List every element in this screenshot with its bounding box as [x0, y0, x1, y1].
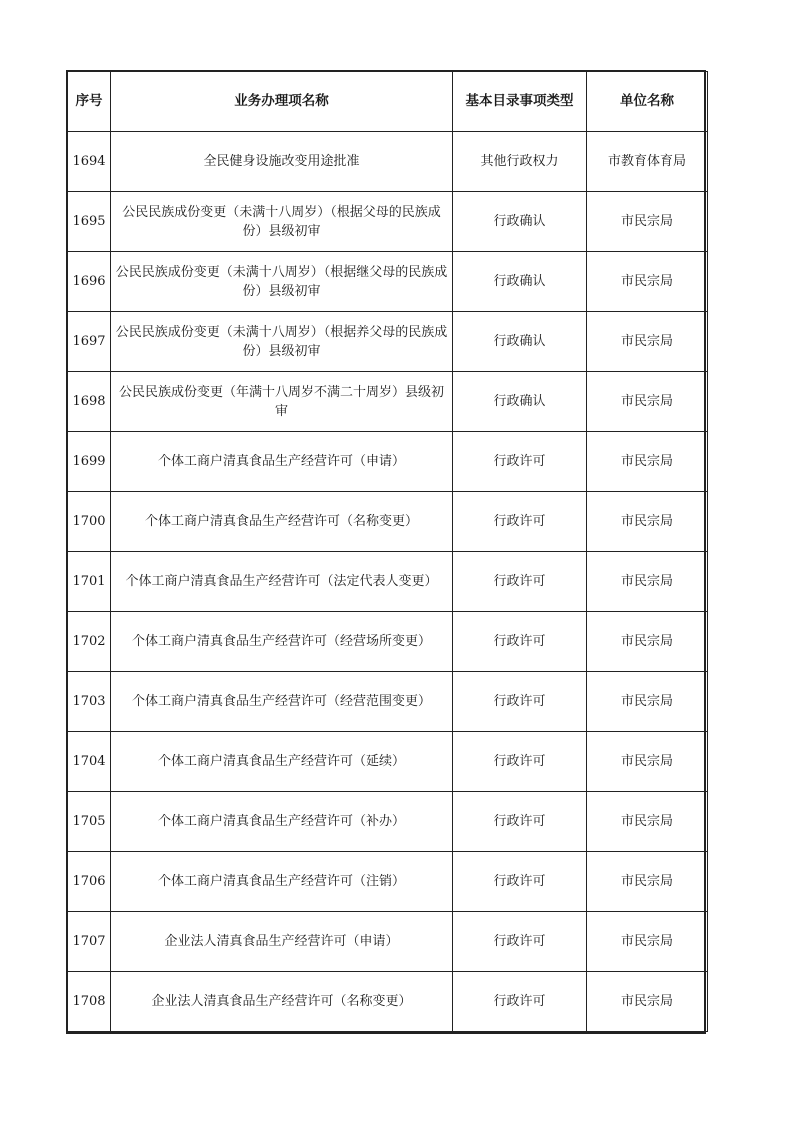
- row-item-name: 个体工商户清真食品生产经营许可（法定代表人变更）: [111, 552, 453, 612]
- row-item-name: 个体工商户清真食品生产经营许可（经营场所变更）: [111, 612, 453, 672]
- row-serial-number: 1700: [68, 492, 111, 552]
- table-row: [68, 612, 708, 672]
- row-item-name: 个体工商户清真食品生产经营许可（经营范围变更）: [111, 672, 453, 732]
- row-item-name: 个体工商户清真食品生产经营许可（延续）: [111, 732, 453, 792]
- table-row: [68, 792, 708, 852]
- row-item-type: 行政确认: [453, 252, 587, 312]
- row-item-name: 全民健身设施改变用途批准: [111, 132, 453, 192]
- row-serial-number: 1707: [68, 912, 111, 972]
- table-row: [68, 372, 708, 432]
- header-unit-name: 单位名称: [587, 72, 708, 132]
- row-serial-number: 1698: [68, 372, 111, 432]
- row-serial-number: 1699: [68, 432, 111, 492]
- row-item-type: 行政许可: [453, 912, 587, 972]
- row-unit-name: 市民宗局: [587, 552, 708, 612]
- row-item-type: 行政许可: [453, 852, 587, 912]
- row-item-name: 公民民族成份变更（未满十八周岁）（根据继父母的民族成份）县级初审: [111, 252, 453, 312]
- row-unit-name: 市民宗局: [587, 732, 708, 792]
- table-row: [68, 132, 708, 192]
- row-unit-name: 市民宗局: [587, 252, 708, 312]
- row-item-name: 公民民族成份变更（未满十八周岁）（根据父母的民族成份）县级初审: [111, 192, 453, 252]
- row-unit-name: 市民宗局: [587, 612, 708, 672]
- table-row: [68, 192, 708, 252]
- row-item-type: 行政许可: [453, 732, 587, 792]
- row-serial-number: 1702: [68, 612, 111, 672]
- table-row: [68, 492, 708, 552]
- table-row: [68, 552, 708, 612]
- row-item-type: 其他行政权力: [453, 132, 587, 192]
- row-item-name: 个体工商户清真食品生产经营许可（补办）: [111, 792, 453, 852]
- table-row: [68, 732, 708, 792]
- row-serial-number: 1695: [68, 192, 111, 252]
- table-body: [68, 132, 708, 1032]
- row-item-name: 个体工商户清真食品生产经营许可（注销）: [111, 852, 453, 912]
- row-item-type: 行政确认: [453, 192, 587, 252]
- row-item-type: 行政许可: [453, 612, 587, 672]
- row-serial-number: 1706: [68, 852, 111, 912]
- row-serial-number: 1704: [68, 732, 111, 792]
- row-item-type: 行政确认: [453, 312, 587, 372]
- row-serial-number: 1705: [68, 792, 111, 852]
- header-serial-number: 序号: [68, 72, 111, 132]
- row-unit-name: 市教育体育局: [587, 132, 708, 192]
- row-serial-number: 1697: [68, 312, 111, 372]
- row-item-name: 企业法人清真食品生产经营许可（名称变更）: [111, 972, 453, 1032]
- row-serial-number: 1696: [68, 252, 111, 312]
- table-row: [68, 912, 708, 972]
- table-row: [68, 252, 708, 312]
- row-unit-name: 市民宗局: [587, 912, 708, 972]
- table-row: [68, 672, 708, 732]
- header-item-name: 业务办理项名称: [111, 72, 453, 132]
- header-item-type: 基本目录事项类型: [453, 72, 587, 132]
- row-item-type: 行政许可: [453, 672, 587, 732]
- row-item-name: 个体工商户清真食品生产经营许可（申请）: [111, 432, 453, 492]
- row-unit-name: 市民宗局: [587, 972, 708, 1032]
- row-item-name: 公民民族成份变更（未满十八周岁）（根据养父母的民族成份）县级初审: [111, 312, 453, 372]
- row-serial-number: 1703: [68, 672, 111, 732]
- table-row: [68, 432, 708, 492]
- row-unit-name: 市民宗局: [587, 192, 708, 252]
- row-unit-name: 市民宗局: [587, 852, 708, 912]
- table-row: [68, 312, 708, 372]
- row-serial-number: 1708: [68, 972, 111, 1032]
- row-item-type: 行政许可: [453, 492, 587, 552]
- row-item-type: 行政许可: [453, 972, 587, 1032]
- row-unit-name: 市民宗局: [587, 492, 708, 552]
- row-unit-name: 市民宗局: [587, 792, 708, 852]
- row-item-type: 行政许可: [453, 792, 587, 852]
- row-unit-name: 市民宗局: [587, 432, 708, 492]
- row-item-name: 企业法人清真食品生产经营许可（申请）: [111, 912, 453, 972]
- row-serial-number: 1694: [68, 132, 111, 192]
- row-unit-name: 市民宗局: [587, 312, 708, 372]
- row-item-type: 行政许可: [453, 552, 587, 612]
- row-item-type: 行政许可: [453, 432, 587, 492]
- row-unit-name: 市民宗局: [587, 372, 708, 432]
- row-item-name: 公民民族成份变更（年满十八周岁不满二十周岁）县级初审: [111, 372, 453, 432]
- row-item-name: 个体工商户清真食品生产经营许可（名称变更）: [111, 492, 453, 552]
- row-item-type: 行政确认: [453, 372, 587, 432]
- row-serial-number: 1701: [68, 552, 111, 612]
- table-row: [68, 852, 708, 912]
- service-items-table: [67, 71, 708, 1032]
- table-row: [68, 972, 708, 1032]
- row-unit-name: 市民宗局: [587, 672, 708, 732]
- table-header-row: [68, 72, 708, 132]
